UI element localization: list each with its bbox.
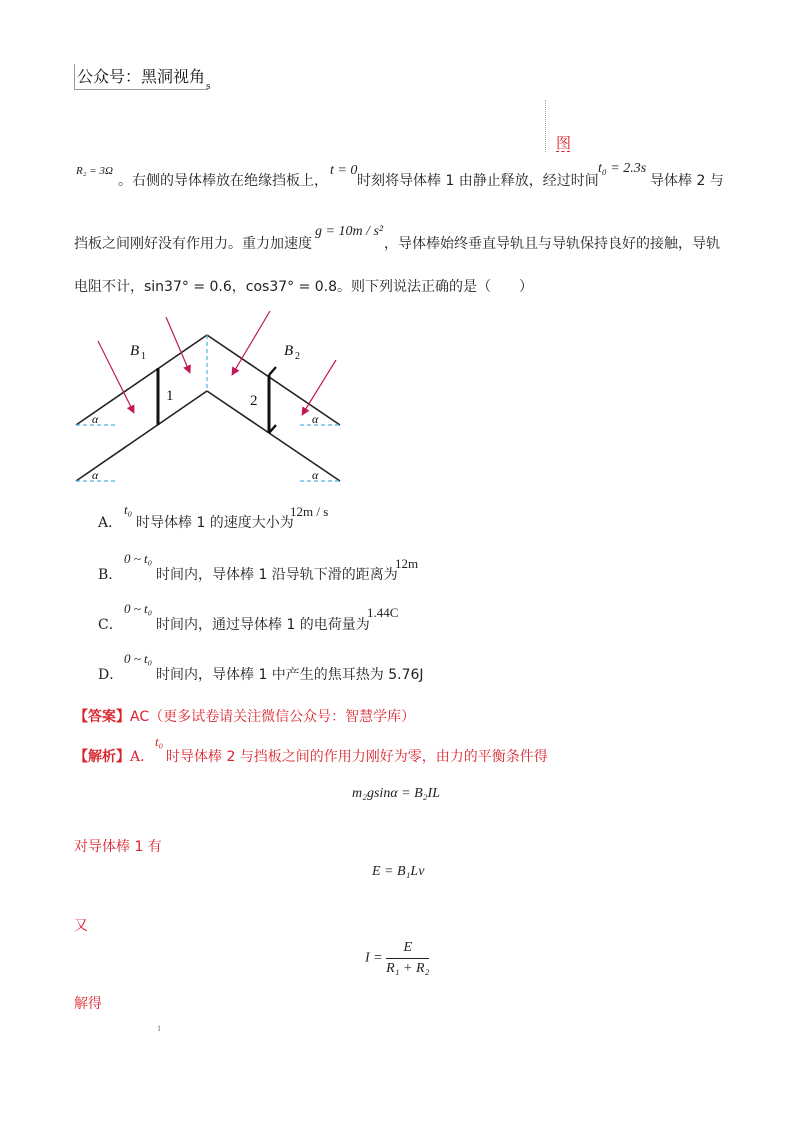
- header-label: 公众号：黑洞视角: [74, 64, 208, 90]
- option-a-value: 12m / s: [290, 504, 329, 519]
- solve-label: 解得: [74, 996, 102, 1012]
- label-b2: B: [284, 343, 294, 359]
- option-b-math: 0 ~ t₀: [124, 551, 153, 566]
- option-a-math: t₀: [124, 502, 133, 517]
- header-suffix: s: [206, 82, 211, 92]
- analysis-tag: 【解析】: [74, 749, 130, 765]
- lower-right-rail: [207, 391, 340, 481]
- problem-line1-b: 时刻将导体棒 1 由静止释放，经过时间: [357, 173, 599, 189]
- option-b-value: 12m: [395, 556, 419, 571]
- t-eq-0: t = 0: [330, 163, 358, 178]
- problem-line2-a: 挡板之间刚好没有作用力。重力加速度: [74, 236, 312, 252]
- label-b1-sub: 1: [141, 351, 146, 362]
- margin-dots: [545, 100, 548, 152]
- answer-tag: 【答案】: [74, 709, 130, 725]
- label-rod-2: 2: [250, 393, 258, 409]
- equation-force-balance: m₂gsinα = B₂IL: [352, 786, 440, 801]
- option-c-letter: C．: [98, 617, 123, 633]
- r2-value: R₂ = 3Ω: [76, 165, 113, 177]
- margin-note: 图: [556, 134, 572, 152]
- option-c-value: 1.44C: [367, 605, 399, 620]
- rod-2-stop-top: [269, 367, 276, 375]
- analysis-text: 时导体棒 2 与挡板之间的作用力刚好为零，由力的平衡条件得: [166, 749, 548, 765]
- eq3-denominator: R₁ + R₂: [386, 961, 430, 976]
- option-a-letter: A．: [98, 515, 123, 531]
- option-d-letter: D．: [98, 667, 124, 683]
- label-alpha-ur: α: [312, 412, 319, 426]
- equation-emf: E = B₁Lv: [372, 864, 425, 879]
- equation-current: [365, 940, 429, 977]
- analysis-math: t₀: [155, 734, 164, 749]
- margin-underline: [556, 151, 570, 152]
- g-value: g = 10m / s²: [315, 224, 384, 239]
- label-b1: B: [130, 343, 140, 359]
- answer-text: AC（更多试卷请关注微信公众号：智慧学库）: [130, 709, 416, 725]
- t0-value: t₀ = 2.3s: [598, 161, 647, 176]
- label-b2-sub: 2: [295, 351, 300, 362]
- problem-line1-a: 。右侧的导体棒放在绝缘挡板上，: [118, 173, 328, 189]
- option-d-math: 0 ~ t₀: [124, 651, 153, 666]
- option-b-letter: B．: [98, 567, 123, 583]
- footer-mark: 1: [157, 1025, 162, 1033]
- field-arrow-4: [302, 360, 336, 415]
- field-arrow-2: [166, 317, 190, 373]
- upper-right-rail: [207, 335, 340, 425]
- eq3-lhs: I =: [365, 950, 383, 966]
- rod1-heading: 对导体棒 1 有: [74, 839, 162, 855]
- option-d-text: 时间内，导体棒 1 中产生的焦耳热为 5.76J: [156, 667, 424, 683]
- problem-line3: 电阻不计，sin37° = 0.6，cos37° = 0.8。则下列说法正确的是（ ）: [74, 279, 534, 295]
- option-a-text: 时导体棒 1 的速度大小为: [136, 515, 294, 531]
- problem-line2-b: ，导体棒始终垂直导轨且与导轨保持良好的接触，导轨: [384, 236, 720, 252]
- rail-diagram: [70, 305, 355, 490]
- also-label: 又: [74, 918, 88, 934]
- option-c-math: 0 ~ t₀: [124, 601, 153, 616]
- label-alpha-ul: α: [92, 412, 99, 426]
- eq3-fraction: [386, 940, 429, 977]
- option-c-text: 时间内，通过导体棒 1 的电荷量为: [156, 617, 370, 633]
- problem-line1-c: 导体棒 2 与: [650, 173, 724, 189]
- option-b-text: 时间内，导体棒 1 沿导轨下滑的距离为: [156, 567, 398, 583]
- analysis-letter: A．: [130, 749, 155, 765]
- eq3-numerator: E: [386, 940, 429, 959]
- label-alpha-ll: α: [92, 468, 99, 482]
- label-rod-1: 1: [166, 388, 174, 404]
- label-alpha-lr: α: [312, 468, 319, 482]
- field-arrow-1: [98, 341, 134, 413]
